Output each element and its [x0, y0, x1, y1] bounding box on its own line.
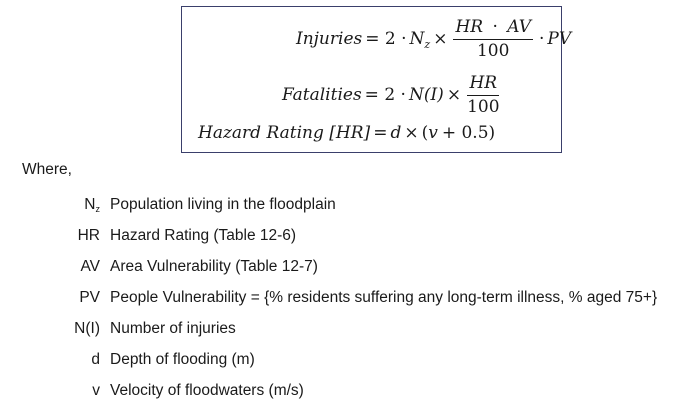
fatalities-lhs: Fatalities: [282, 85, 362, 105]
definition-symbol: PV: [79, 289, 100, 306]
injuries-numerator: [453, 19, 533, 40]
fatalities-times: ×: [446, 85, 462, 105]
definition-text: Depth of flooding (m): [110, 351, 255, 368]
definition-symbol-subscript: z: [95, 204, 100, 214]
hazard-open-paren: (: [421, 123, 429, 143]
injuries-denominator: 100: [476, 41, 510, 61]
definition-symbol: N(I): [74, 320, 100, 337]
injuries-n-symbol: [409, 29, 431, 51]
fatalities-fraction: [467, 75, 499, 116]
injuries-pv: PV: [547, 29, 572, 49]
definition-symbol: [84, 196, 100, 214]
definition-row-pv: [0, 289, 696, 309]
definition-row-hr: [0, 227, 696, 247]
fatalities-denominator: 100: [467, 97, 500, 117]
where-label: Where,: [22, 161, 72, 178]
hazard-rating-equation: [198, 125, 495, 142]
definition-symbol: v: [92, 382, 100, 399]
definition-text: People Vulnerability = {% residents suffering any long-term illness, % aged 75+}: [110, 289, 658, 306]
hazard-equals: =: [373, 123, 388, 143]
definition-text: Area Vulnerability (Table 12-7): [110, 258, 318, 275]
definition-row-ni: [0, 320, 696, 340]
definition-row-nz: [0, 196, 696, 216]
injuries-equation: [296, 19, 571, 60]
definition-row-v: [0, 382, 696, 402]
definition-symbol: HR: [77, 227, 100, 244]
definition-symbol-base: N: [84, 196, 96, 213]
definition-text: Hazard Rating (Table 12-6): [110, 227, 297, 244]
definition-text: Number of injuries: [110, 320, 236, 337]
injuries-dot: ·: [539, 29, 545, 49]
injuries-fraction: [453, 19, 533, 60]
injuries-equals: = 2 ·: [365, 29, 407, 49]
definition-symbol: AV: [80, 258, 100, 275]
definition-row-d: [0, 351, 696, 371]
fatalities-equals: = 2 ·: [364, 85, 406, 105]
injuries-times: ×: [433, 29, 448, 49]
hazard-times: ×: [404, 123, 419, 143]
definition-text: Population living in the floodplain: [110, 196, 336, 213]
definition-row-av: [0, 258, 696, 278]
fatalities-ni: N(I): [408, 85, 444, 105]
injuries-n: N: [409, 29, 425, 49]
hazard-d: d: [390, 123, 402, 143]
definition-text: Velocity of floodwaters (m/s): [110, 382, 304, 399]
formula-box: [181, 6, 572, 153]
injuries-n-subscript: z: [424, 38, 431, 51]
fatalities-equation: [282, 75, 503, 116]
injuries-num-av: AV: [507, 17, 531, 37]
fatalities-numerator: HR: [467, 75, 499, 96]
definition-symbol: d: [91, 351, 100, 368]
hazard-plus: + 0.5): [441, 123, 496, 143]
hazard-v: v: [428, 123, 438, 143]
injuries-num-hr: HR: [455, 17, 484, 37]
injuries-lhs: Injuries: [296, 29, 363, 49]
hazard-lhs: Hazard Rating [HR]: [198, 123, 371, 143]
injuries-num-dot: ·: [492, 17, 498, 37]
